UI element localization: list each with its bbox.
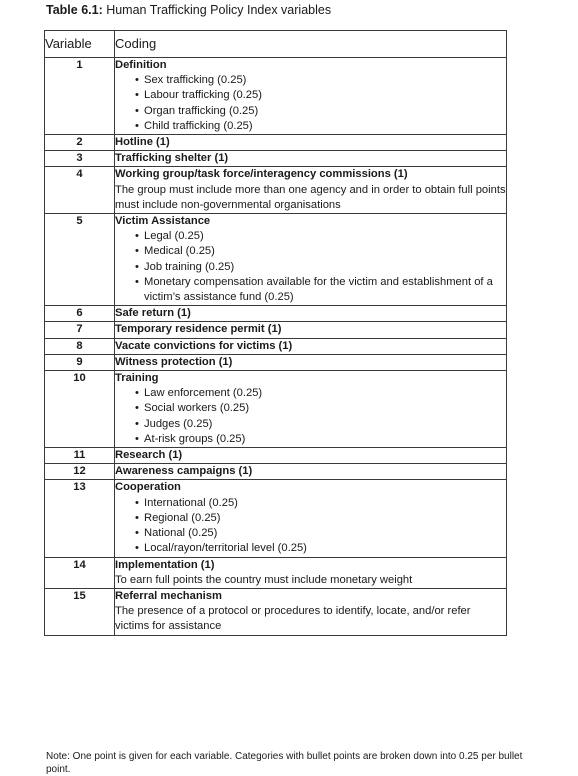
table-row	[45, 214, 507, 306]
variable-number: 8	[45, 338, 115, 354]
coding-cell	[115, 58, 507, 135]
coding-cell	[115, 135, 507, 151]
coding-cell	[115, 167, 507, 214]
variable-title: Definition	[115, 59, 167, 71]
variable-number: 4	[45, 167, 115, 214]
coding-cell	[115, 448, 507, 464]
bullet-item: • At-risk groups (0.25)	[135, 432, 506, 447]
table-row	[45, 58, 507, 135]
bullet-list	[115, 73, 506, 134]
bullet-item: • Monetary compensation available for the victim and establishment of a victim’s assistance fund (0.25)	[135, 275, 506, 305]
coding-cell	[115, 354, 507, 370]
table-header-row	[45, 31, 507, 58]
variable-title: Research (1)	[115, 449, 183, 462]
bullet-list	[115, 229, 506, 305]
coding-cell	[115, 557, 507, 588]
coding-cell	[115, 306, 507, 322]
bullet-item: • Law enforcement (0.25)	[135, 386, 506, 401]
bullet-item: • Child trafficking (0.25)	[135, 119, 506, 134]
bullet-item: • Legal (0.25)	[135, 229, 506, 244]
coding-cell	[115, 322, 507, 338]
coding-cell	[115, 214, 507, 306]
table-row	[45, 151, 507, 167]
variable-title: Cooperation	[115, 481, 181, 494]
variable-number: 5	[45, 214, 115, 306]
variable-description: The presence of a protocol or procedures to identify, locate, and/or refer victims for assistance	[115, 605, 471, 633]
variable-number: 12	[45, 464, 115, 480]
variable-title: Vacate convictions for victims (1)	[115, 339, 293, 352]
variable-title: Hotline (1)	[115, 136, 170, 149]
coding-cell	[115, 338, 507, 354]
table-row	[45, 371, 507, 448]
variable-number: 2	[45, 135, 115, 151]
variable-number: 1	[45, 58, 115, 135]
coding-cell	[115, 464, 507, 480]
variable-title: Victim Assistance	[115, 215, 211, 228]
bullet-item: • Sex trafficking (0.25)	[135, 73, 506, 88]
variable-title: Implementation (1)	[115, 558, 215, 571]
table-row	[45, 306, 507, 322]
policy-index-table	[44, 30, 507, 636]
coding-cell	[115, 371, 507, 448]
table-row	[45, 167, 507, 214]
table-row	[45, 557, 507, 588]
bullet-item: • Labour trafficking (0.25)	[135, 88, 506, 103]
variable-number: 13	[45, 480, 115, 557]
bullet-item: • Regional (0.25)	[135, 511, 506, 526]
coding-column-header: Coding	[115, 31, 507, 58]
caption-label: Table 6.1:	[46, 3, 103, 17]
caption-title: Human Trafficking Policy Index variables	[102, 3, 332, 17]
variable-number: 11	[45, 448, 115, 464]
bullet-item: • Social workers (0.25)	[135, 401, 506, 416]
variable-description: The group must include more than one agency and in order to obtain full points must include non-governmental organisations	[115, 183, 506, 211]
bullet-item: • Medical (0.25)	[135, 244, 506, 259]
table-row	[45, 354, 507, 370]
variable-number: 14	[45, 557, 115, 588]
bullet-item: • National (0.25)	[135, 526, 506, 541]
table-row	[45, 464, 507, 480]
table-caption	[46, 2, 331, 18]
table-row	[45, 322, 507, 338]
variable-number: 9	[45, 354, 115, 370]
coding-cell	[115, 588, 507, 635]
bullet-item: • Judges (0.25)	[135, 417, 506, 432]
table-row	[45, 588, 507, 635]
variable-column-header: Variable	[45, 31, 115, 58]
table-note: Note: One point is given for each variable. Categories with bullet points are broken down into 0.25 per bullet point.	[46, 751, 523, 775]
variable-number: 6	[45, 306, 115, 322]
bullet-item: • International (0.25)	[135, 496, 506, 511]
variable-number: 10	[45, 371, 115, 448]
variable-number: 15	[45, 588, 115, 635]
variable-title: Working group/task force/interagency commissions (1)	[115, 168, 408, 181]
bullet-list	[115, 496, 506, 557]
variable-title: Training	[115, 372, 159, 385]
bullet-item: • Job training (0.25)	[135, 260, 506, 275]
table-row	[45, 135, 507, 151]
variable-title: Referral mechanism	[115, 589, 222, 602]
variable-title: Safe return (1)	[115, 307, 191, 320]
bullet-item: • Organ trafficking (0.25)	[135, 104, 506, 119]
coding-cell	[115, 480, 507, 557]
table-row	[45, 480, 507, 557]
variable-description: To earn full points the country must include monetary weight	[115, 573, 413, 586]
variable-title: Witness protection (1)	[115, 355, 233, 368]
table-row	[45, 338, 507, 354]
variable-number: 7	[45, 322, 115, 338]
variable-title: Temporary residence permit (1)	[115, 323, 282, 336]
coding-cell	[115, 151, 507, 167]
variable-title: Trafficking shelter (1)	[115, 152, 229, 165]
variable-number: 3	[45, 151, 115, 167]
table-row	[45, 448, 507, 464]
variable-title: Awareness campaigns (1)	[115, 465, 253, 478]
table-body	[45, 58, 507, 636]
bullet-list	[115, 386, 506, 447]
bullet-item: • Local/rayon/territorial level (0.25)	[135, 541, 506, 556]
